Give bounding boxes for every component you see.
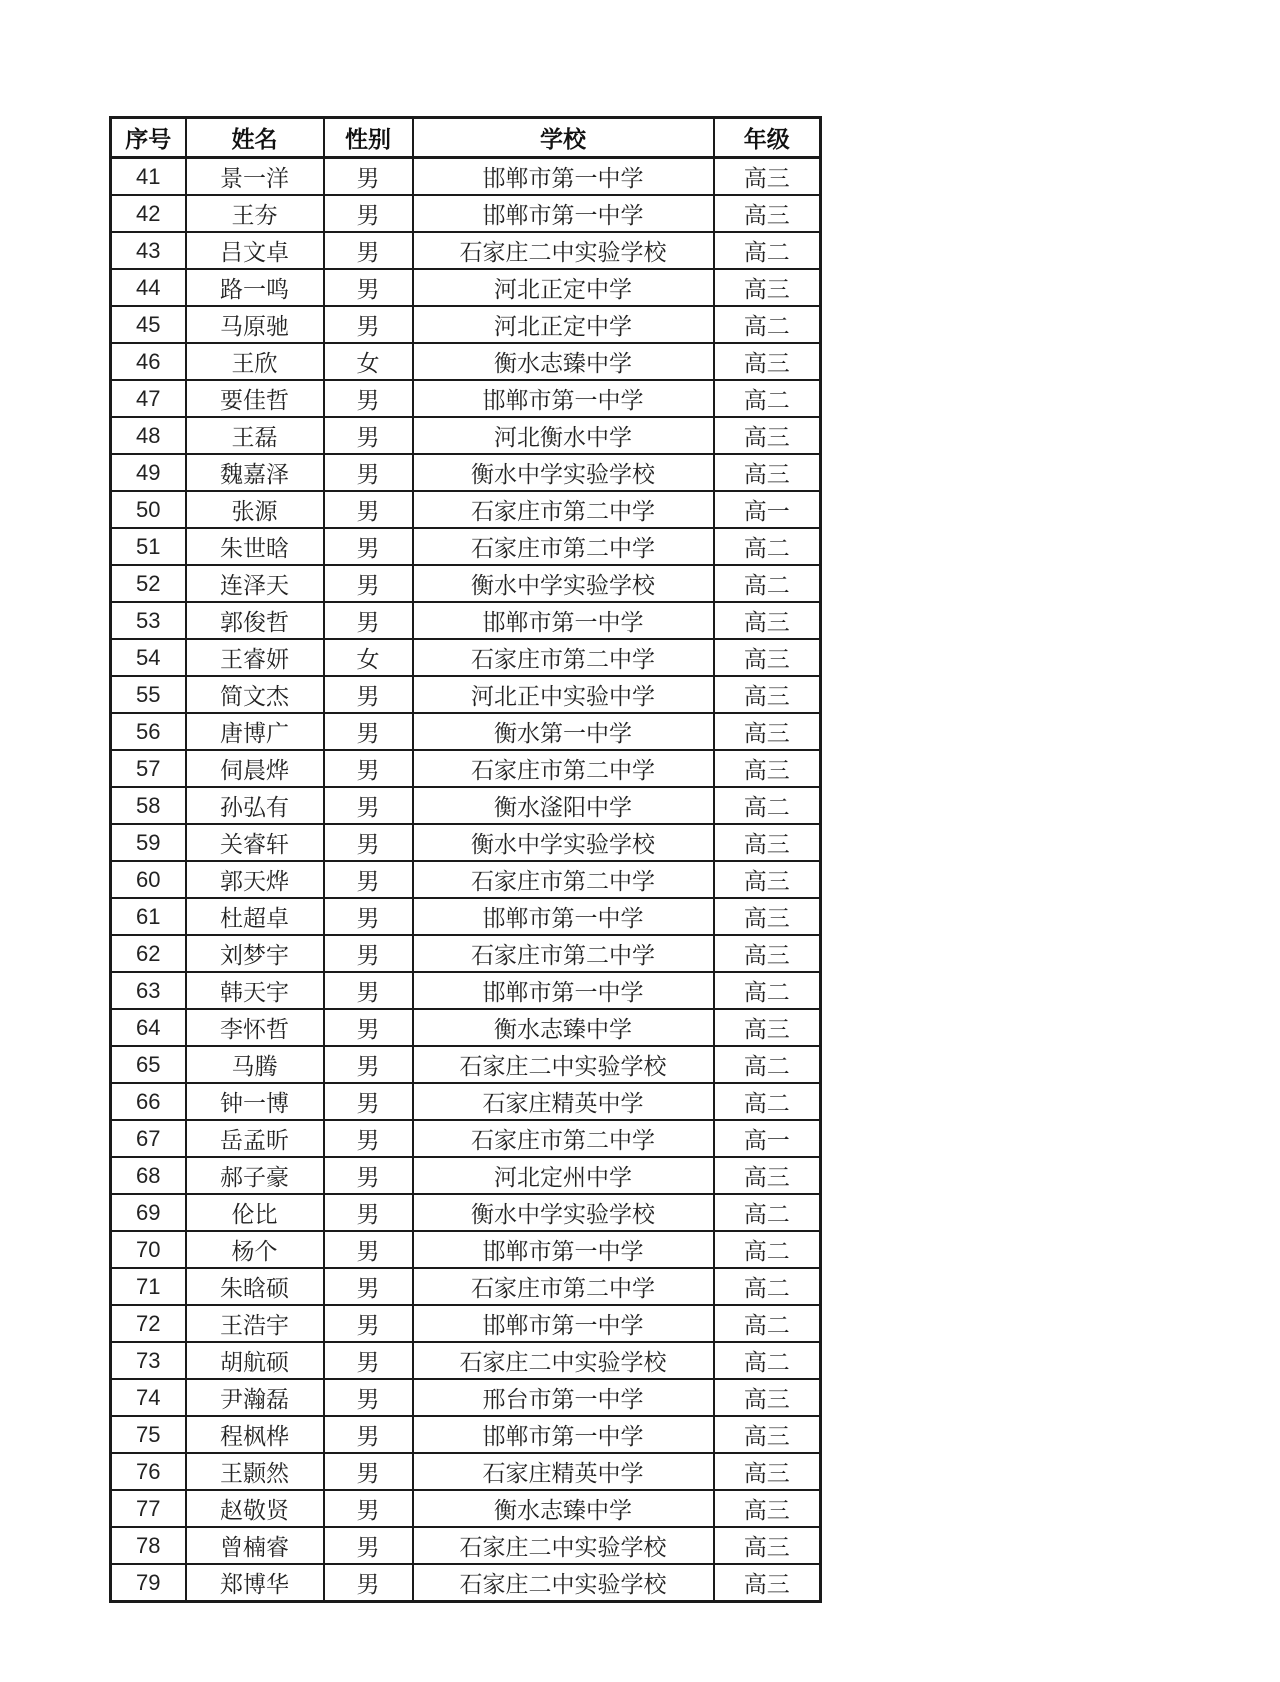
- table-row: [111, 232, 821, 269]
- cell-name: 尹瀚磊: [186, 1379, 324, 1416]
- cell-grade: 高三: [714, 713, 821, 750]
- cell-gender: 女: [324, 639, 413, 676]
- table-row: [111, 528, 821, 565]
- cell-serial-number: 54: [111, 639, 186, 676]
- cell-gender: 男: [324, 1009, 413, 1046]
- cell-serial-number: 77: [111, 1490, 186, 1527]
- header-gender: 性别: [324, 118, 413, 158]
- cell-serial-number: 42: [111, 195, 186, 232]
- cell-gender: 男: [324, 1157, 413, 1194]
- header-school: 学校: [413, 118, 714, 158]
- cell-grade: 高二: [714, 972, 821, 1009]
- cell-gender: 女: [324, 343, 413, 380]
- cell-serial-number: 56: [111, 713, 186, 750]
- table-row: [111, 343, 821, 380]
- cell-serial-number: 71: [111, 1268, 186, 1305]
- table-row: [111, 417, 821, 454]
- cell-serial-number: 64: [111, 1009, 186, 1046]
- cell-gender: 男: [324, 750, 413, 787]
- table-row: [111, 861, 821, 898]
- table-row: [111, 713, 821, 750]
- cell-name: 孙弘有: [186, 787, 324, 824]
- cell-gender: 男: [324, 898, 413, 935]
- table-row: [111, 972, 821, 1009]
- cell-serial-number: 47: [111, 380, 186, 417]
- cell-name: 曾楠睿: [186, 1527, 324, 1564]
- cell-grade: 高二: [714, 232, 821, 269]
- cell-school: 石家庄二中实验学校: [413, 1527, 714, 1564]
- cell-grade: 高三: [714, 1490, 821, 1527]
- cell-school: 河北正定中学: [413, 269, 714, 306]
- cell-gender: 男: [324, 676, 413, 713]
- cell-gender: 男: [324, 1416, 413, 1453]
- cell-gender: 男: [324, 1379, 413, 1416]
- cell-gender: 男: [324, 824, 413, 861]
- table-row: [111, 1083, 821, 1120]
- cell-gender: 男: [324, 195, 413, 232]
- cell-school: 衡水滏阳中学: [413, 787, 714, 824]
- cell-grade: 高二: [714, 1342, 821, 1379]
- cell-serial-number: 63: [111, 972, 186, 1009]
- table-row: [111, 1564, 821, 1602]
- cell-school: 石家庄二中实验学校: [413, 1046, 714, 1083]
- cell-grade: 高三: [714, 935, 821, 972]
- cell-school: 石家庄市第二中学: [413, 935, 714, 972]
- cell-name: 要佳哲: [186, 380, 324, 417]
- header-serial-number: 序号: [111, 118, 186, 158]
- cell-name: 王夯: [186, 195, 324, 232]
- student-roster-table: [109, 116, 822, 1603]
- table-row: [111, 195, 821, 232]
- cell-serial-number: 72: [111, 1305, 186, 1342]
- cell-school: 邯郸市第一中学: [413, 380, 714, 417]
- cell-gender: 男: [324, 1268, 413, 1305]
- cell-grade: 高三: [714, 824, 821, 861]
- cell-grade: 高二: [714, 565, 821, 602]
- cell-name: 杨个: [186, 1231, 324, 1268]
- cell-serial-number: 70: [111, 1231, 186, 1268]
- cell-school: 石家庄市第二中学: [413, 861, 714, 898]
- cell-school: 邯郸市第一中学: [413, 898, 714, 935]
- cell-name: 王浩宇: [186, 1305, 324, 1342]
- cell-school: 衡水第一中学: [413, 713, 714, 750]
- table-row: [111, 1046, 821, 1083]
- cell-gender: 男: [324, 861, 413, 898]
- cell-school: 河北正中实验中学: [413, 676, 714, 713]
- cell-grade: 高一: [714, 1120, 821, 1157]
- cell-school: 衡水中学实验学校: [413, 824, 714, 861]
- cell-serial-number: 61: [111, 898, 186, 935]
- cell-gender: 男: [324, 1490, 413, 1527]
- cell-name: 王睿妍: [186, 639, 324, 676]
- cell-gender: 男: [324, 454, 413, 491]
- cell-school: 石家庄市第二中学: [413, 528, 714, 565]
- cell-grade: 高三: [714, 195, 821, 232]
- cell-name: 伦比: [186, 1194, 324, 1231]
- cell-gender: 男: [324, 1564, 413, 1602]
- cell-grade: 高三: [714, 417, 821, 454]
- cell-serial-number: 73: [111, 1342, 186, 1379]
- cell-grade: 高三: [714, 454, 821, 491]
- cell-grade: 高二: [714, 528, 821, 565]
- table-row: [111, 750, 821, 787]
- cell-gender: 男: [324, 602, 413, 639]
- cell-school: 衡水中学实验学校: [413, 1194, 714, 1231]
- cell-school: 石家庄市第二中学: [413, 491, 714, 528]
- cell-gender: 男: [324, 1527, 413, 1564]
- table-row: [111, 1453, 821, 1490]
- cell-grade: 高三: [714, 602, 821, 639]
- cell-name: 唐博广: [186, 713, 324, 750]
- cell-serial-number: 66: [111, 1083, 186, 1120]
- cell-grade: 高二: [714, 787, 821, 824]
- cell-serial-number: 43: [111, 232, 186, 269]
- cell-serial-number: 55: [111, 676, 186, 713]
- cell-name: 王磊: [186, 417, 324, 454]
- table-row: [111, 158, 821, 196]
- cell-serial-number: 45: [111, 306, 186, 343]
- cell-name: 路一鸣: [186, 269, 324, 306]
- table-row: [111, 1268, 821, 1305]
- cell-name: 连泽天: [186, 565, 324, 602]
- cell-serial-number: 57: [111, 750, 186, 787]
- cell-name: 刘梦宇: [186, 935, 324, 972]
- cell-name: 岳孟昕: [186, 1120, 324, 1157]
- cell-grade: 高一: [714, 491, 821, 528]
- cell-school: 衡水志臻中学: [413, 1009, 714, 1046]
- cell-serial-number: 65: [111, 1046, 186, 1083]
- cell-name: 李怀哲: [186, 1009, 324, 1046]
- cell-grade: 高三: [714, 1527, 821, 1564]
- cell-grade: 高三: [714, 750, 821, 787]
- cell-school: 邢台市第一中学: [413, 1379, 714, 1416]
- table-row: [111, 676, 821, 713]
- cell-gender: 男: [324, 972, 413, 1009]
- cell-gender: 男: [324, 787, 413, 824]
- cell-gender: 男: [324, 380, 413, 417]
- cell-grade: 高三: [714, 1379, 821, 1416]
- cell-name: 王欣: [186, 343, 324, 380]
- cell-name: 马原驰: [186, 306, 324, 343]
- table-row: [111, 787, 821, 824]
- cell-school: 邯郸市第一中学: [413, 1231, 714, 1268]
- cell-serial-number: 60: [111, 861, 186, 898]
- cell-school: 衡水中学实验学校: [413, 565, 714, 602]
- cell-gender: 男: [324, 1453, 413, 1490]
- table-row: [111, 1416, 821, 1453]
- table-row: [111, 306, 821, 343]
- cell-name: 胡航硕: [186, 1342, 324, 1379]
- table-row: [111, 898, 821, 935]
- cell-gender: 男: [324, 417, 413, 454]
- table-row: [111, 269, 821, 306]
- cell-name: 郝子豪: [186, 1157, 324, 1194]
- cell-serial-number: 59: [111, 824, 186, 861]
- cell-school: 石家庄精英中学: [413, 1083, 714, 1120]
- cell-school: 石家庄二中实验学校: [413, 232, 714, 269]
- header-grade: 年级: [714, 118, 821, 158]
- cell-grade: 高三: [714, 1416, 821, 1453]
- table-row: [111, 935, 821, 972]
- cell-gender: 男: [324, 1083, 413, 1120]
- cell-name: 简文杰: [186, 676, 324, 713]
- cell-gender: 男: [324, 158, 413, 196]
- table-row: [111, 491, 821, 528]
- cell-gender: 男: [324, 491, 413, 528]
- cell-serial-number: 79: [111, 1564, 186, 1602]
- table-row: [111, 380, 821, 417]
- cell-school: 邯郸市第一中学: [413, 158, 714, 196]
- cell-serial-number: 58: [111, 787, 186, 824]
- table-row: [111, 1379, 821, 1416]
- cell-serial-number: 69: [111, 1194, 186, 1231]
- cell-grade: 高二: [714, 1046, 821, 1083]
- cell-school: 石家庄二中实验学校: [413, 1342, 714, 1379]
- cell-name: 魏嘉泽: [186, 454, 324, 491]
- cell-school: 衡水志臻中学: [413, 343, 714, 380]
- cell-grade: 高二: [714, 306, 821, 343]
- cell-grade: 高三: [714, 269, 821, 306]
- cell-school: 石家庄市第二中学: [413, 750, 714, 787]
- cell-grade: 高二: [714, 1231, 821, 1268]
- cell-grade: 高二: [714, 1083, 821, 1120]
- cell-name: 王颢然: [186, 1453, 324, 1490]
- cell-name: 伺晨烨: [186, 750, 324, 787]
- cell-serial-number: 74: [111, 1379, 186, 1416]
- cell-name: 韩天宇: [186, 972, 324, 1009]
- cell-serial-number: 51: [111, 528, 186, 565]
- cell-school: 邯郸市第一中学: [413, 602, 714, 639]
- cell-school: 石家庄市第二中学: [413, 1268, 714, 1305]
- table-row: [111, 565, 821, 602]
- cell-name: 赵敬贤: [186, 1490, 324, 1527]
- cell-grade: 高三: [714, 158, 821, 196]
- cell-serial-number: 76: [111, 1453, 186, 1490]
- cell-gender: 男: [324, 1046, 413, 1083]
- cell-serial-number: 50: [111, 491, 186, 528]
- cell-serial-number: 48: [111, 417, 186, 454]
- cell-serial-number: 68: [111, 1157, 186, 1194]
- cell-grade: 高三: [714, 861, 821, 898]
- cell-school: 邯郸市第一中学: [413, 195, 714, 232]
- cell-grade: 高三: [714, 1009, 821, 1046]
- cell-grade: 高三: [714, 676, 821, 713]
- cell-name: 杜超卓: [186, 898, 324, 935]
- cell-name: 郑博华: [186, 1564, 324, 1602]
- cell-gender: 男: [324, 935, 413, 972]
- cell-gender: 男: [324, 232, 413, 269]
- cell-name: 郭天烨: [186, 861, 324, 898]
- cell-name: 张源: [186, 491, 324, 528]
- table-row: [111, 1120, 821, 1157]
- cell-serial-number: 41: [111, 158, 186, 196]
- cell-school: 衡水志臻中学: [413, 1490, 714, 1527]
- cell-serial-number: 75: [111, 1416, 186, 1453]
- cell-school: 邯郸市第一中学: [413, 1416, 714, 1453]
- cell-gender: 男: [324, 1342, 413, 1379]
- cell-grade: 高二: [714, 1268, 821, 1305]
- cell-name: 程枫桦: [186, 1416, 324, 1453]
- cell-serial-number: 67: [111, 1120, 186, 1157]
- cell-grade: 高二: [714, 1194, 821, 1231]
- table-row: [111, 1231, 821, 1268]
- cell-gender: 男: [324, 528, 413, 565]
- cell-serial-number: 53: [111, 602, 186, 639]
- cell-serial-number: 46: [111, 343, 186, 380]
- cell-grade: 高二: [714, 380, 821, 417]
- table-row: [111, 1527, 821, 1564]
- cell-school: 河北衡水中学: [413, 417, 714, 454]
- table-row: [111, 1157, 821, 1194]
- cell-name: 马腾: [186, 1046, 324, 1083]
- table-row: [111, 1194, 821, 1231]
- cell-grade: 高三: [714, 343, 821, 380]
- table-row: [111, 1342, 821, 1379]
- table-row: [111, 1490, 821, 1527]
- cell-gender: 男: [324, 565, 413, 602]
- cell-serial-number: 62: [111, 935, 186, 972]
- cell-name: 郭俊哲: [186, 602, 324, 639]
- cell-school: 石家庄市第二中学: [413, 1120, 714, 1157]
- cell-gender: 男: [324, 1305, 413, 1342]
- cell-name: 朱晗硕: [186, 1268, 324, 1305]
- table-header-row: [111, 118, 821, 158]
- cell-serial-number: 78: [111, 1527, 186, 1564]
- table-row: [111, 454, 821, 491]
- cell-name: 景一洋: [186, 158, 324, 196]
- cell-name: 朱世晗: [186, 528, 324, 565]
- cell-school: 石家庄精英中学: [413, 1453, 714, 1490]
- cell-grade: 高三: [714, 1453, 821, 1490]
- cell-gender: 男: [324, 269, 413, 306]
- cell-school: 河北定州中学: [413, 1157, 714, 1194]
- cell-grade: 高三: [714, 1157, 821, 1194]
- cell-school: 河北正定中学: [413, 306, 714, 343]
- cell-grade: 高三: [714, 898, 821, 935]
- table-row: [111, 1009, 821, 1046]
- cell-school: 石家庄市第二中学: [413, 639, 714, 676]
- cell-grade: 高三: [714, 1564, 821, 1602]
- cell-school: 石家庄二中实验学校: [413, 1564, 714, 1602]
- cell-serial-number: 52: [111, 565, 186, 602]
- cell-serial-number: 44: [111, 269, 186, 306]
- table-row: [111, 824, 821, 861]
- table-row: [111, 639, 821, 676]
- cell-gender: 男: [324, 1120, 413, 1157]
- cell-grade: 高二: [714, 1305, 821, 1342]
- cell-school: 邯郸市第一中学: [413, 1305, 714, 1342]
- cell-name: 钟一博: [186, 1083, 324, 1120]
- header-name: 姓名: [186, 118, 324, 158]
- cell-grade: 高三: [714, 639, 821, 676]
- cell-gender: 男: [324, 713, 413, 750]
- cell-gender: 男: [324, 1231, 413, 1268]
- cell-gender: 男: [324, 1194, 413, 1231]
- cell-gender: 男: [324, 306, 413, 343]
- table-row: [111, 602, 821, 639]
- cell-school: 衡水中学实验学校: [413, 454, 714, 491]
- cell-school: 邯郸市第一中学: [413, 972, 714, 1009]
- cell-name: 吕文卓: [186, 232, 324, 269]
- cell-serial-number: 49: [111, 454, 186, 491]
- table-row: [111, 1305, 821, 1342]
- table-body: [111, 158, 821, 1602]
- cell-name: 关睿轩: [186, 824, 324, 861]
